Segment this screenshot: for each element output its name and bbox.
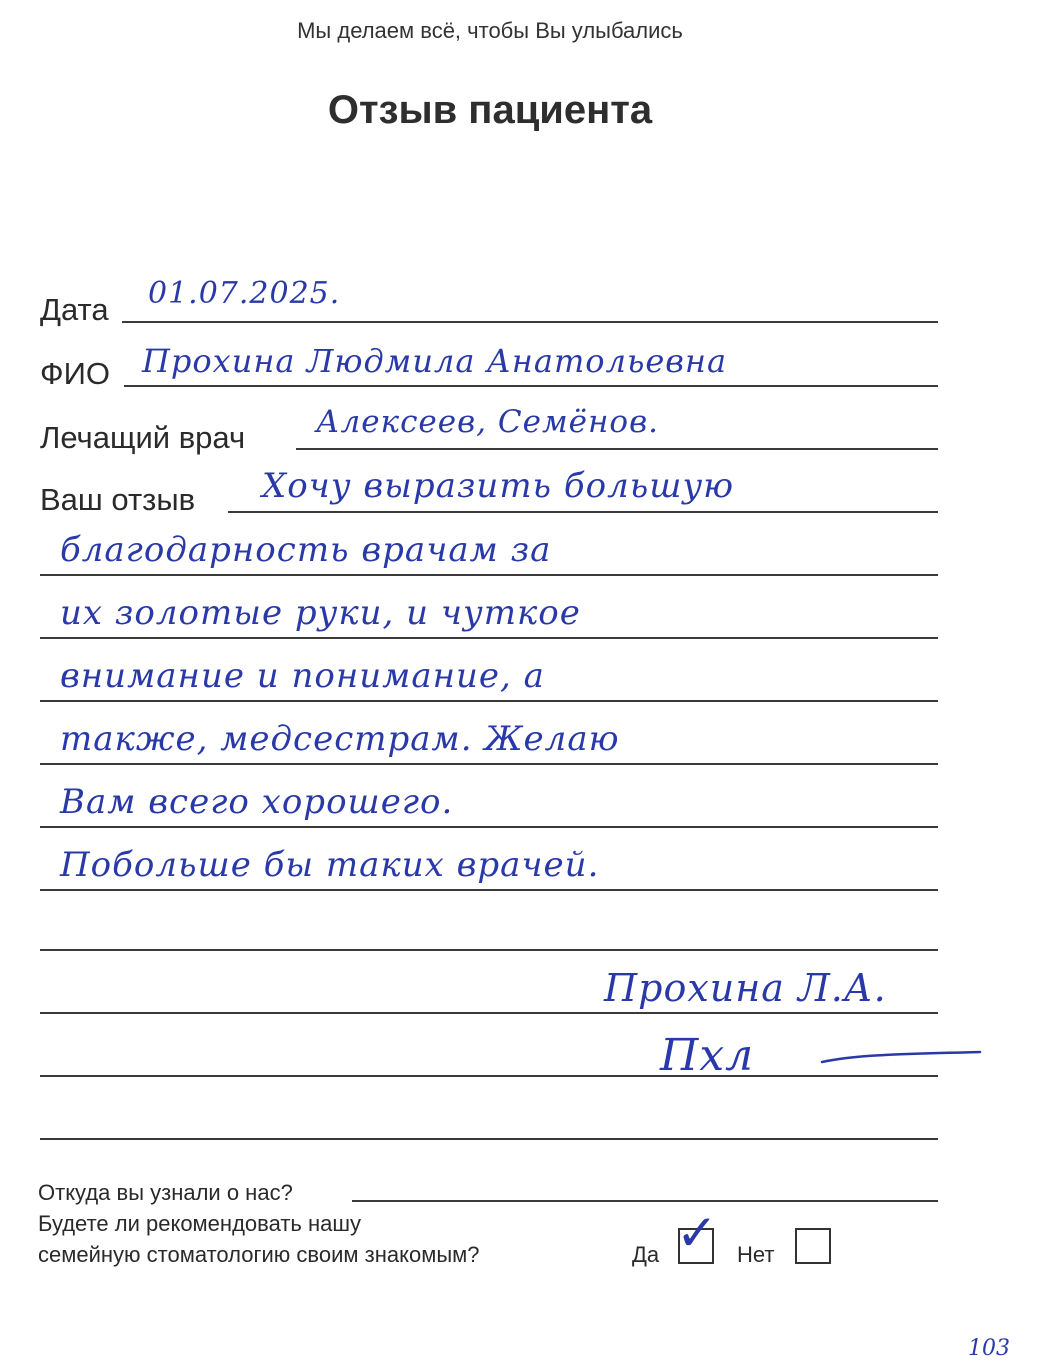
review-line <box>40 1012 938 1014</box>
review-text-line: их золотые руки, и чуткое <box>60 593 581 633</box>
date-value: 01.07.2025. <box>148 276 341 311</box>
signature-mark: Пхл <box>660 1030 755 1081</box>
doctor-line <box>296 448 938 450</box>
name-value: Прохина Людмила Анатольевна <box>142 342 728 380</box>
source-question: Откуда вы узнали о нас? <box>38 1180 293 1205</box>
date-line <box>122 321 938 323</box>
review-text-line: Хочу выразить большую <box>262 466 735 506</box>
review-line <box>40 889 938 891</box>
name-line <box>124 385 938 387</box>
review-text-line: внимание и понимание, а <box>60 656 545 696</box>
review-text-line: благодарность врачам за <box>60 530 552 570</box>
signature-name: Прохина Л.А. <box>604 966 887 1010</box>
page-title: Отзыв пациента <box>327 88 653 132</box>
doctor-label: Лечащий врач <box>40 420 246 455</box>
review-line <box>228 511 938 513</box>
doctor-value: Алексеев, Семёнов. <box>316 404 659 440</box>
yes-label: Да <box>632 1242 660 1267</box>
review-text-line: Побольше бы таких врачей. <box>60 845 600 885</box>
tagline: Мы делаем всё, чтобы Вы улыбались <box>297 18 683 43</box>
check-mark-icon: ✓ <box>676 1204 719 1262</box>
review-line <box>40 826 938 828</box>
review-line <box>40 700 938 702</box>
review-line <box>40 574 938 576</box>
no-checkbox[interactable] <box>795 1228 831 1264</box>
review-line <box>40 1138 938 1140</box>
no-label: Нет <box>737 1242 775 1267</box>
signature-stroke <box>820 1040 990 1070</box>
recommend-question: Будете ли рекомендовать нашу <box>38 1211 362 1236</box>
recommend-question: семейную стоматологию своим знакомым? <box>38 1242 480 1267</box>
name-label: ФИО <box>40 356 110 391</box>
review-text-line: также, медсестрам. Желаю <box>60 719 620 759</box>
review-line <box>40 763 938 765</box>
date-label: Дата <box>40 292 109 327</box>
review-line <box>40 637 938 639</box>
review-line <box>40 949 938 951</box>
review-line <box>40 1075 938 1077</box>
page-number: 103 <box>968 1336 1010 1361</box>
source-line <box>352 1200 938 1202</box>
review-text-line: Вам всего хорошего. <box>60 782 454 822</box>
review-label: Ваш отзыв <box>40 482 196 517</box>
